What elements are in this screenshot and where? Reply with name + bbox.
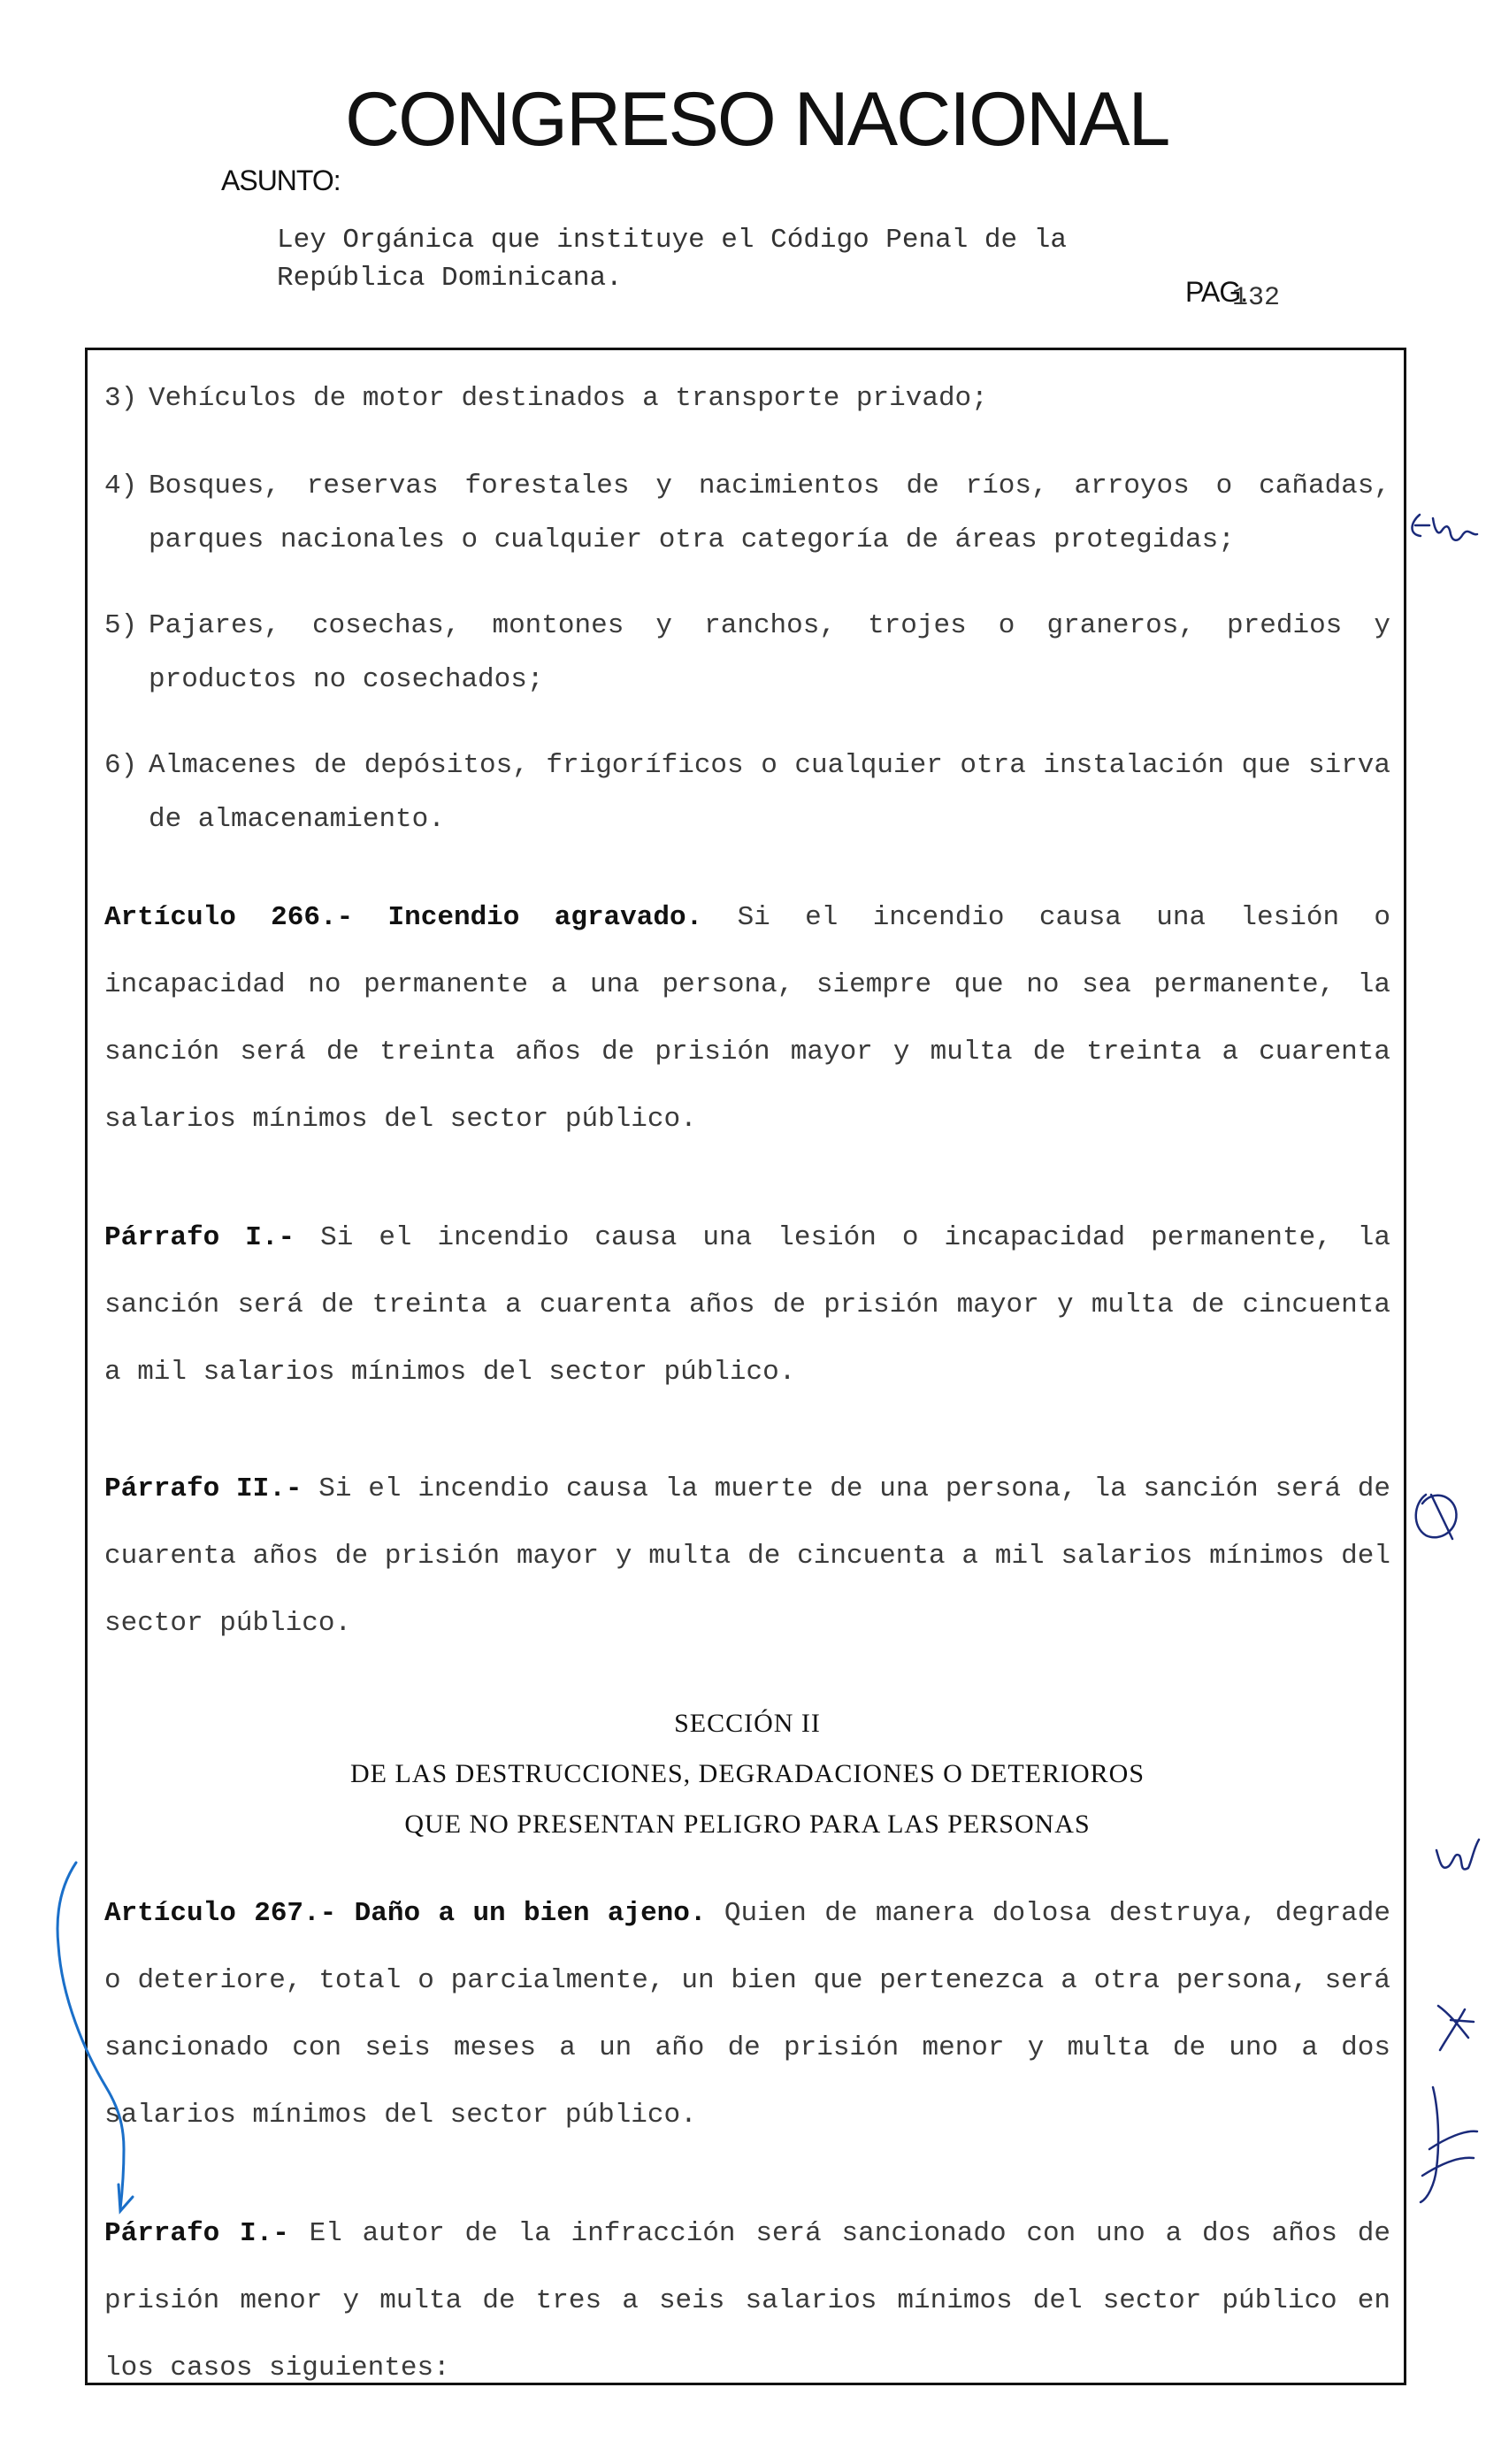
initials-mark-1: [1412, 515, 1477, 540]
list-item-text: Almacenes de depósitos, frigoríficos o cualquier otra instalación que sirva de almacenamiento.: [149, 750, 1390, 835]
subject-line-2: República Dominicana.: [277, 263, 623, 294]
section-subtitle-line-1: DE LAS DESTRUCCIONES, DEGRADACIONES O DETERIOROS: [349, 1759, 1145, 1788]
paragraph-text: El autor de la infracción será sancionado con uno a dos años de prisión menor y multa de tres a seis salarios mínimos del sector público en los casos siguientes:: [104, 2218, 1391, 2384]
article-text: Si el incendio causa una lesión o incapacidad no permanente a una persona, siempre que no sea permanente, la sanción será de treinta años de prisión mayor y multa de treinta a cuarenta salarios mínimos del sector público.: [104, 902, 1391, 1135]
subject-label: ASUNTO:: [221, 165, 341, 196]
article-267: [104, 1880, 1390, 2149]
page-number: 132: [1232, 283, 1281, 313]
paragraph-heading: Párrafo I.-: [104, 2218, 289, 2249]
list-item-number: 3): [104, 383, 138, 414]
subject-text: [277, 221, 1067, 297]
paragraph-heading: Párrafo I.-: [104, 1222, 295, 1253]
institution-title: CONGRESO NACIONAL: [345, 77, 1169, 162]
section-title: SECCIÓN II: [674, 1709, 821, 1738]
subject-line-1: Ley Orgánica que instituye el Código Penal de la: [277, 225, 1067, 256]
article-266-paragraph-2: [104, 1456, 1390, 1657]
section-subtitle-line-2: QUE NO PRESENTAN PELIGRO PARA LAS PERSONAS: [404, 1810, 1091, 1839]
article-267-paragraph-1: [104, 2200, 1390, 2402]
list-item-text: Pajares, cosechas, montones y ranchos, trojes o graneros, predios y productos no cosechados;: [149, 610, 1390, 695]
paragraph-text: Si el incendio causa la muerte de una persona, la sanción será de cuarenta años de prisión mayor y multa de cincuenta a mil salarios mínimos del sector público.: [104, 1473, 1390, 1639]
page-label: PAG.: [1185, 276, 1248, 308]
list-item: [104, 738, 1390, 846]
signature-mark: [1421, 2087, 1477, 2202]
article-heading: Artículo 267.- Daño a un bien ajeno.: [104, 1898, 707, 1929]
paragraph-text: Si el incendio causa una lesión o incapacidad permanente, la sanción será de treinta a cuarenta años de prisión mayor y multa de cincuenta a mil salarios mínimos del sector público.: [104, 1222, 1391, 1388]
article-heading: Artículo 266.- Incendio agravado.: [104, 902, 703, 933]
initials-mark-3: [1436, 1840, 1479, 1869]
list-item-text: Vehículos de motor destinados a transporte privado;: [149, 383, 988, 414]
list-item-number: 5): [104, 610, 138, 641]
article-text: Quien de manera dolosa destruya, degrade o deteriore, total o parcialmente, un bien que pertenezca a otra persona, será sancionado con seis meses a un año de prisión menor y multa de uno a dos salarios mínimos del sector público.: [104, 1898, 1390, 2131]
list-item-number: 6): [104, 750, 138, 781]
initials-mark-2: [1416, 1495, 1457, 1539]
section-heading: [104, 1698, 1390, 1849]
article-266: [104, 884, 1390, 1153]
list-item-number: 4): [104, 471, 138, 501]
article-266-paragraph-1: [104, 1205, 1390, 1406]
list-item: [104, 371, 1390, 425]
list-item: [104, 599, 1390, 707]
initials-mark-4: [1438, 2006, 1474, 2050]
paragraph-heading: Párrafo II.-: [104, 1473, 303, 1504]
list-item-text: Bosques, reservas forestales y nacimientos de ríos, arroyos o cañadas, parques nacionales o cualquier otra categoría de áreas protegidas;: [149, 471, 1390, 555]
list-item: [104, 459, 1390, 567]
